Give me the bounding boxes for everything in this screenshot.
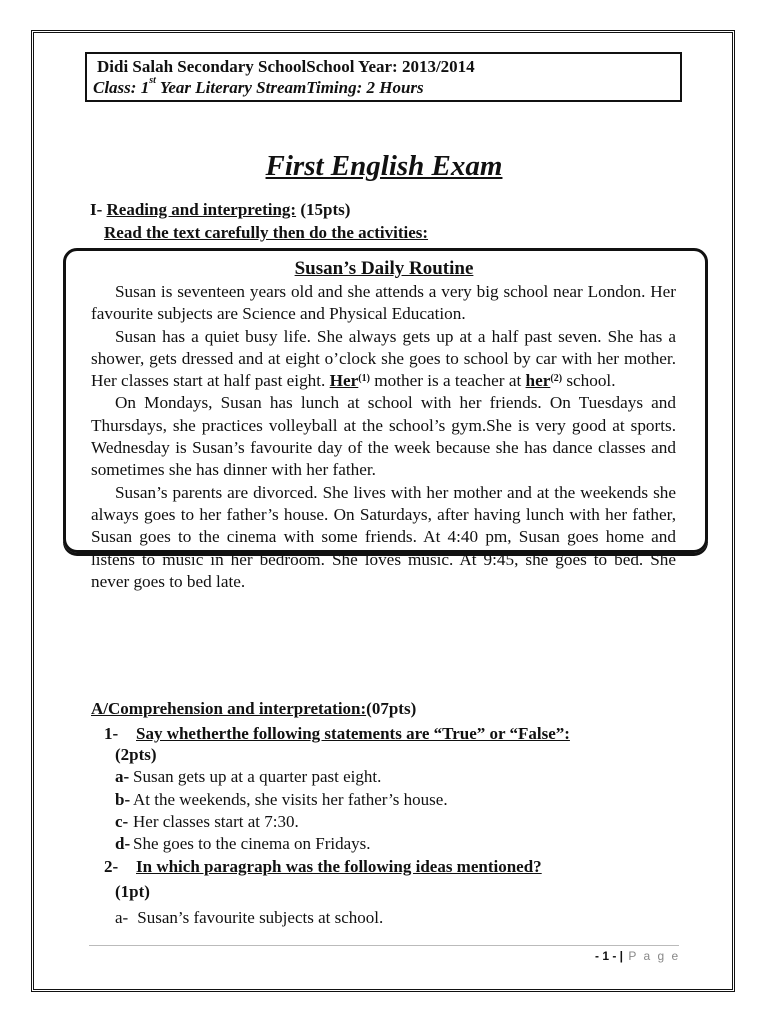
- section-a-points: (07pts): [366, 699, 417, 718]
- item-text: At the weekends, she visits her father’s house.: [133, 790, 448, 809]
- item-label: a-: [115, 908, 129, 927]
- story-p2-b: mother is a teacher at: [374, 371, 522, 391]
- section-1-numeral: I-: [90, 200, 103, 219]
- section-1-instruction: Read the text carefully then do the activities:: [104, 223, 429, 242]
- school-name: Didi Salah Secondary School: [97, 57, 307, 76]
- list-item: [115, 812, 299, 832]
- class-prefix: Class: 1: [93, 78, 150, 97]
- section-1-title: Reading and interpreting:: [106, 200, 297, 219]
- question-2: [104, 857, 542, 877]
- reference-number-2: (2): [550, 373, 563, 385]
- timing: Timing: 2 Hours: [306, 78, 424, 97]
- question-2-number: 2-: [104, 857, 119, 876]
- exam-title: First English Exam: [265, 150, 503, 182]
- list-item: [115, 834, 371, 854]
- question-1: [104, 724, 570, 744]
- item-label: d-: [115, 834, 131, 853]
- list-item: [115, 908, 383, 928]
- school-line: [97, 57, 475, 77]
- list-item: [115, 790, 448, 810]
- class-sup: st: [149, 75, 156, 86]
- reference-word-2: her: [525, 371, 551, 391]
- story-paragraph-4: Susan’s parents are divorced. She lives with her mother and at the weekends she always goes to her father’s house. On Saturdays, after having lunch with her father, Susan goes to the cinema with some friends. At 4:40 pm, Susan goes home and listens to music in her bedroom. She loves music. At 9:45, she goes to bed. She never goes to bed late.: [91, 482, 676, 591]
- item-text: Susan’s favourite subjects at school.: [137, 908, 384, 927]
- item-label: c-: [115, 812, 129, 831]
- question-1-text: Say whetherthe following statements are “True” or “False”:: [136, 724, 570, 743]
- item-label: b-: [115, 790, 131, 809]
- section-1-heading: [90, 200, 350, 220]
- question-2-text: In which paragraph was the following ideas mentioned?: [136, 857, 542, 876]
- page-number: - 1 - |: [595, 949, 624, 963]
- item-text: She goes to the cinema on Fridays.: [133, 834, 371, 853]
- school-header: [85, 52, 682, 102]
- class-line: [93, 75, 424, 98]
- section-1-points: (15pts): [300, 200, 351, 219]
- story-paragraph-2: [91, 326, 676, 393]
- story-p2-c: school.: [566, 371, 616, 391]
- section-a-heading: [91, 699, 416, 719]
- reading-text: [91, 281, 676, 593]
- school-year: School Year: 2013/2014: [306, 57, 475, 76]
- item-label: a-: [115, 767, 130, 786]
- class-rest: Year Literary Stream: [155, 78, 307, 97]
- question-1-points: (2pts): [115, 745, 157, 764]
- item-text: Susan gets up at a quarter past eight.: [133, 767, 382, 786]
- story-title: Susan’s Daily Routine: [294, 258, 474, 279]
- question-1-number: 1-: [104, 724, 119, 743]
- story-paragraph-1: Susan is seventeen years old and she attends a very big school near London. Her favourite subjects are Science and Physical Education.: [91, 282, 676, 324]
- footer-divider: [89, 945, 679, 946]
- story-paragraph-3: On Mondays, Susan has lunch at school with her friends. On Tuesdays and Thursdays, she practices volleyball at the school’s gym.She is very good at sports. Wednesday is Susan’s favourite day of the week because she has dance classes and sometimes she has dinner with her father.: [91, 393, 676, 480]
- page-word: P a g e: [623, 949, 681, 963]
- item-text: Her classes start at 7:30.: [133, 812, 299, 831]
- question-2-points: (1pt): [115, 882, 150, 901]
- reference-number-1: (1): [358, 373, 370, 385]
- story-p2-a: Susan has a quiet busy life. She always gets up at a half past seven. She has a shower, gets dressed and at eight o’clock she goes to school by car with her mother. Her classes start at half past eight.: [91, 326, 676, 391]
- list-item: [115, 767, 381, 787]
- section-a-title: A/Comprehension and interpretation:: [91, 699, 367, 718]
- reference-word-1: Her: [329, 371, 359, 391]
- page-footer: [595, 949, 680, 963]
